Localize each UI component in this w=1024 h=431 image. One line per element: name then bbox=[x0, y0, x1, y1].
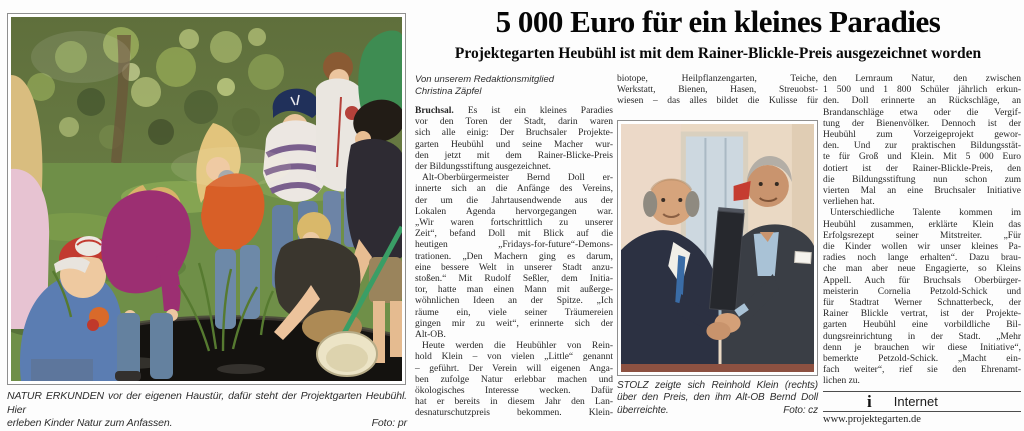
article-line: Heubühl zum Vorzeigeprojekt gewor- bbox=[823, 130, 1021, 141]
article-line: ökologisches Interesse wecken. Dafür bbox=[415, 386, 613, 397]
award-handover-photo-illustration bbox=[621, 124, 814, 372]
article-line: sich alle einig: Der Bruchsaler Projekte- bbox=[415, 128, 613, 139]
article-line: den. Und zur praktischen Bildungsstät- bbox=[823, 141, 1021, 152]
article-line: räume ein, viele seiner Träumereien bbox=[415, 307, 613, 318]
article-line: che man aber neue Engagierte, so Kleins bbox=[823, 264, 1021, 275]
article-line: gingen mir zu weit“, erinnerte sich der bbox=[415, 318, 613, 329]
article-line: 1 500 und 1 800 Schüler jährlich erkun- bbox=[823, 85, 1021, 96]
article-line: die Bildungsstiftung nun schon zum bbox=[823, 174, 1021, 185]
article-line: Werkstatt, Bienen, Hasen, Streuobst- bbox=[617, 85, 818, 96]
article-line: Bruchsal. Es ist ein kleines Paradies bbox=[415, 106, 613, 116]
article-line: dotiert ist der Rainer-Blickle-Preis, den bbox=[823, 163, 1021, 174]
article-column-1 bbox=[415, 74, 613, 420]
article-line: verliehen hat. bbox=[823, 197, 875, 208]
photo-credit: Foto: pr bbox=[371, 417, 407, 429]
caption-line: NATUR ERKUNDEN vor der eigenen Haustür, dafür steht der Projektgarten Heubühl. Hier bbox=[7, 390, 407, 416]
article-line: meisterin Cornelia Petzold-Schick und bbox=[823, 286, 1021, 297]
byline bbox=[415, 74, 613, 97]
caption-line: über den Preis, den ihm Alt-OB Bernd Doll bbox=[617, 392, 818, 404]
article-line: trationen. „Den Machern ging es darum, bbox=[415, 251, 613, 262]
article-line: innerte sich an die Anfänge des Vereins, bbox=[415, 184, 613, 195]
article-line: denn je brauchen wir diese Initiative“, bbox=[823, 342, 1021, 353]
internet-url: www.projektegarten.de bbox=[823, 413, 921, 425]
article-line: tor, hatte man einen Mann mit außerge- bbox=[415, 285, 613, 296]
article-line: Appell. Auch für Bruchsals Oberbürger- bbox=[823, 275, 1021, 286]
article-line: Alt-OB. bbox=[415, 330, 446, 341]
article-line: Alt-Oberbürgermeister Bernd Doll er- bbox=[422, 173, 613, 184]
article-line: tung der Bienenvölker. Dennoch ist der bbox=[823, 118, 1021, 129]
column-3-text bbox=[823, 74, 1021, 388]
article-line: heutigen „Fridays-for-future“-Demons- bbox=[415, 240, 613, 251]
article-line: Heute werden die Heubühler von Rein- bbox=[422, 341, 613, 352]
article-line: stoßen.“ Mit Rudolf Seßler, dem Initia- bbox=[415, 274, 613, 285]
article-line: vor den Toren der Stadt, darin waren bbox=[415, 117, 613, 128]
article-line: Unterschiedliche Talente kommen im bbox=[830, 208, 1021, 219]
article-line: wiesen – das alles bildet die Kulisse für bbox=[617, 96, 818, 107]
caption-line: STOLZ zeigte sich Reinhold Klein (rechts) bbox=[617, 379, 818, 391]
article-line: hat er bereits in diesem Jahr den Lan- bbox=[415, 397, 613, 408]
article-line: garten Heubühl und seine Macher wur- bbox=[415, 139, 613, 150]
byline-author: Christina Zäpfel bbox=[415, 85, 482, 97]
center-photo-caption bbox=[617, 380, 818, 418]
article-line: hold Klein – von vielen „Little“ genannt bbox=[415, 352, 613, 363]
article-line: wöhnlichen Ideen an der Spitze. „Ich bbox=[415, 296, 613, 307]
article-line: der Bildungsstiftung ausgezeichnet. bbox=[415, 162, 551, 173]
left-photo bbox=[7, 13, 406, 385]
article-line: Zeit“, befand Doll mit Blick auf die bbox=[415, 229, 613, 240]
internet-box bbox=[823, 391, 1021, 427]
info-icon: i bbox=[867, 391, 872, 411]
column-2-text bbox=[617, 74, 818, 108]
left-photo-caption bbox=[7, 390, 407, 431]
article-line: den Lernraum Natur, den zwischen bbox=[823, 74, 1021, 84]
article-line: garten Heubühl eine vorbildliche Bil- bbox=[823, 320, 1021, 331]
article-line: für Stadtrat Werner Schnatterbeck, der bbox=[823, 298, 1021, 309]
article-line: „Wir waren fortschrittlich zu unserer bbox=[415, 218, 613, 229]
article-line: vierten Mal an eine Bruchsaler Initiative bbox=[823, 186, 1021, 197]
caption-line: erleben Kinder Natur zum Anfassen. bbox=[7, 417, 173, 429]
article-line: die Kinder wollen wir unser kleines Pa- bbox=[823, 242, 1021, 253]
article-line: dungsreinrichtung in der Stadt. „Mehr bbox=[823, 331, 1021, 342]
article-line: Rainer Blickle vertrat, ist der Projekte- bbox=[823, 309, 1021, 320]
article-line: Brandanschläge etwa oder die Vergif- bbox=[823, 107, 1021, 118]
article-line: Lokalen Agenda hervorgegangen war. bbox=[415, 206, 613, 217]
table-edge bbox=[621, 364, 814, 372]
internet-label: Internet bbox=[893, 393, 938, 409]
article-column-2 bbox=[617, 74, 818, 418]
article-line: Heubühl zusammen, erklärte Klein das bbox=[823, 219, 1021, 230]
center-photo bbox=[617, 120, 818, 376]
article-subheadline: Projektegarten Heubühl ist mit dem Rainer-Blickle-Preis ausgezeichnet worden bbox=[454, 45, 982, 62]
photo-credit: Foto: cz bbox=[783, 405, 818, 417]
article-line: den jetzt mit dem Rainer-Blicke-Preis bbox=[415, 150, 613, 161]
article-line: desnaturschutzpreis bekommen. Klein- bbox=[415, 408, 613, 419]
article-column-3 bbox=[823, 74, 1021, 427]
article-line: radies noch lange erhalten“. Dazu brau- bbox=[823, 253, 1021, 264]
article-line: eine bessere Welt in unserer Stadt anzu- bbox=[415, 262, 613, 273]
article-line: lichen zu. bbox=[823, 376, 860, 387]
article-line: – geführt. Der Verein will eigenen Anga- bbox=[415, 363, 613, 374]
article-line: biotope, Heilpflanzengarten, Teiche, bbox=[617, 74, 818, 84]
children-pond-photo-illustration bbox=[11, 17, 402, 381]
column-1-text bbox=[415, 106, 613, 420]
byline-role: Von unserem Redaktionsmitglied bbox=[415, 74, 555, 85]
article-line: Erfolgsrezept seiner Mitstreiter. „Für bbox=[823, 230, 1021, 241]
caption-line: überreichte. bbox=[617, 405, 669, 417]
article-line: der um die Jahrtausendwende aus der bbox=[415, 195, 613, 206]
article-line: fach weiter“, rief sie den Ehrenamt- bbox=[823, 365, 1021, 376]
article-line: bemerkte Petzold-Schick. „Macht ein- bbox=[823, 354, 1021, 365]
article-line: den. Doll erinnerte an Rückschläge, an bbox=[823, 96, 1021, 107]
article-headline: 5 000 Euro für ein kleines Paradies bbox=[495, 4, 941, 39]
article-line: ben zufolge Natur erlebbar machen und bbox=[415, 374, 613, 385]
article-line: te für Groß und Klein. Mit 5 000 Euro bbox=[823, 152, 1021, 163]
